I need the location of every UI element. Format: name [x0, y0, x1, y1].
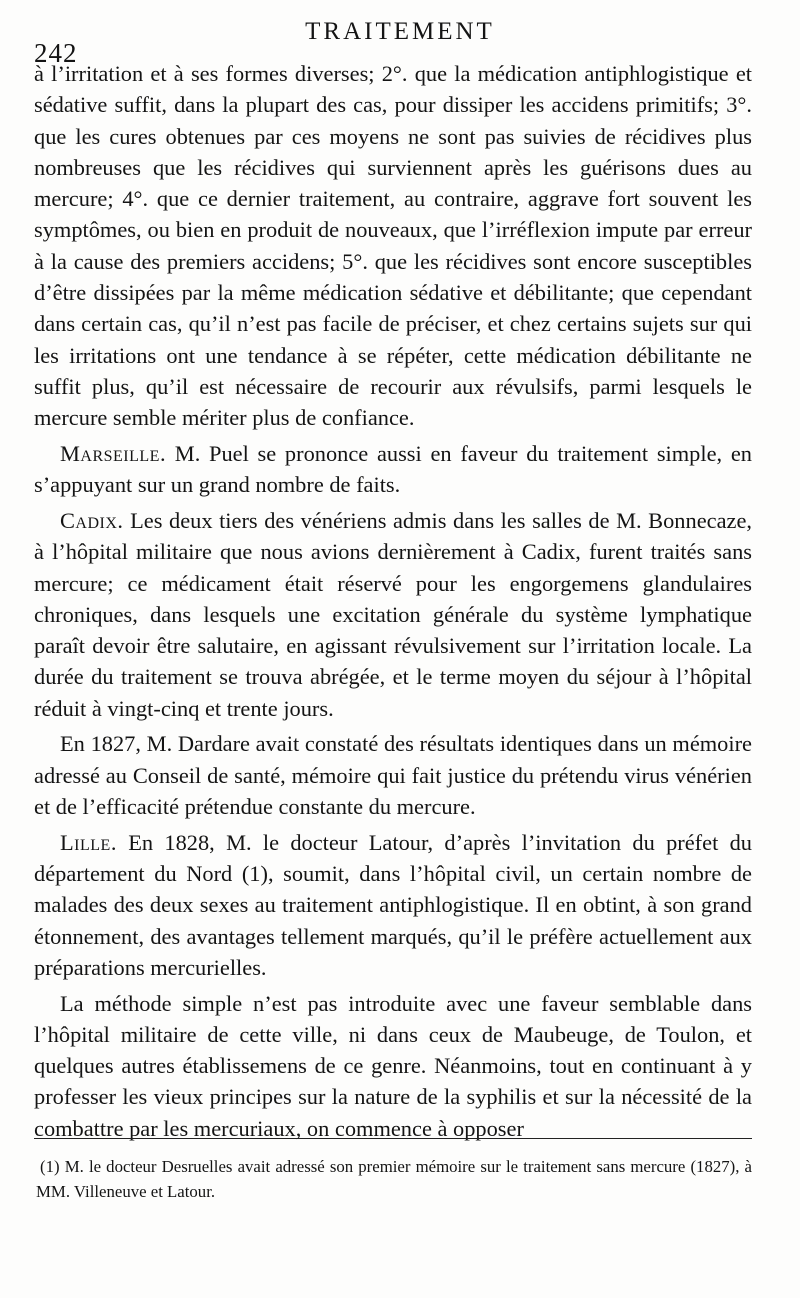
- paragraph-dardare: [34, 728, 752, 822]
- paragraph-text: En 1827, M. Dardare avait constaté des résultats identiques dans un mémoire adressé au Conseil de santé, mémoire qui fait justice du prétendu virus vénérien et de l’efficacité prétendue constante du mercure.: [34, 731, 752, 819]
- place-name: Marseille.: [60, 440, 167, 466]
- paragraph-continuation: [34, 58, 752, 434]
- paragraph-text: M. Puel se prononce aussi en faveur du traitement simple, en s’appuyant sur un grand nombre de faits.: [34, 440, 752, 498]
- page-number: 242: [34, 38, 78, 68]
- paragraph-text: Les deux tiers des vénériens admis dans les salles de M. Bonnecaze, à l’hôpital militaire que nous avions dernièrement à Cadix, furent traités sans mercure; ce médicament était réservé pour les engorgemens glandulaires chroniques, dans lesquels une excitation générale du système lymphatique paraît devoir être salutaire, en agissant révulsivement sur l’irritation locale. La durée du traitement se trouva abrégée, et le terme moyen du séjour à l’hôpital réduit à vingt-cinq et trente jours.: [34, 507, 752, 721]
- footnote: [36, 1154, 752, 1204]
- paragraph-lille: [34, 827, 752, 983]
- paragraph-text: La méthode simple n’est pas introduite avec une faveur semblable dans l’hôpital militaire de cette ville, ni dans ceux de Maubeuge, de Toulon, et quelques autres établissemens de ce genre. Néanmoins, tout en continuant à y professer les vieux principes sur la nature de la syphilis et sur la nécessité de la combattre par les mercuriaux, on commence à opposer: [34, 990, 752, 1141]
- running-title: TRAITEMENT: [305, 18, 495, 45]
- paragraph-text: à l’irritation et à ses formes diverses; 2°. que la médication antiphlogistique et sédative suffit, dans la plupart des cas, pour dissiper les accidens primitifs; 3°. que les cures obtenues par ces moyens ne sont pas suivies de récidives plus nombreuses que les récidives qui surviennent après les guérisons dues au mercure; 4°. que ce dernier traitement, au contraire, aggrave fort souvent les symptômes, ou bien en produit de nouveaux, que l’irréflexion impute par erreur à la cause des premiers accidens; 5°. que les récidives sont encore susceptibles d’être dissipées par la même médication sédative et débilitante; que cependant dans certain cas, qu’il n’est pas facile de préciser, et chez certains sujets sur qui les irritations ont une tendance à se répéter, cette médication débilitante ne suffit plus, qu’il est nécessaire de recourir aux révulsifs, parmi lesquels le mercure semble mériter plus de confiance.: [34, 61, 752, 431]
- body-text: [34, 58, 752, 1148]
- footnote-divider: [34, 1138, 752, 1139]
- footnote-text: M. le docteur Desruelles avait adressé son premier mémoire sur le traitement sans mercure (1827), à MM. Villeneuve et Latour.: [36, 1157, 752, 1201]
- paragraph-methode-simple: [34, 988, 752, 1144]
- footnote-marker: (1): [40, 1157, 60, 1176]
- paragraph-cadix: [34, 505, 752, 724]
- paragraph-marseille: [34, 438, 752, 501]
- paragraph-text: En 1828, M. le docteur Latour, d’après l’invitation du préfet du département du Nord (1), soumit, dans l’hôpital civil, un certain nombre de malades des deux sexes au traitement antiphlogistique. Il en obtint, à son grand étonnement, des avantages tellement marqués, qu’il le préfère actuellement aux préparations mercurielles.: [34, 829, 752, 980]
- place-name: Cadix.: [60, 507, 124, 533]
- place-name: Lille.: [60, 829, 117, 855]
